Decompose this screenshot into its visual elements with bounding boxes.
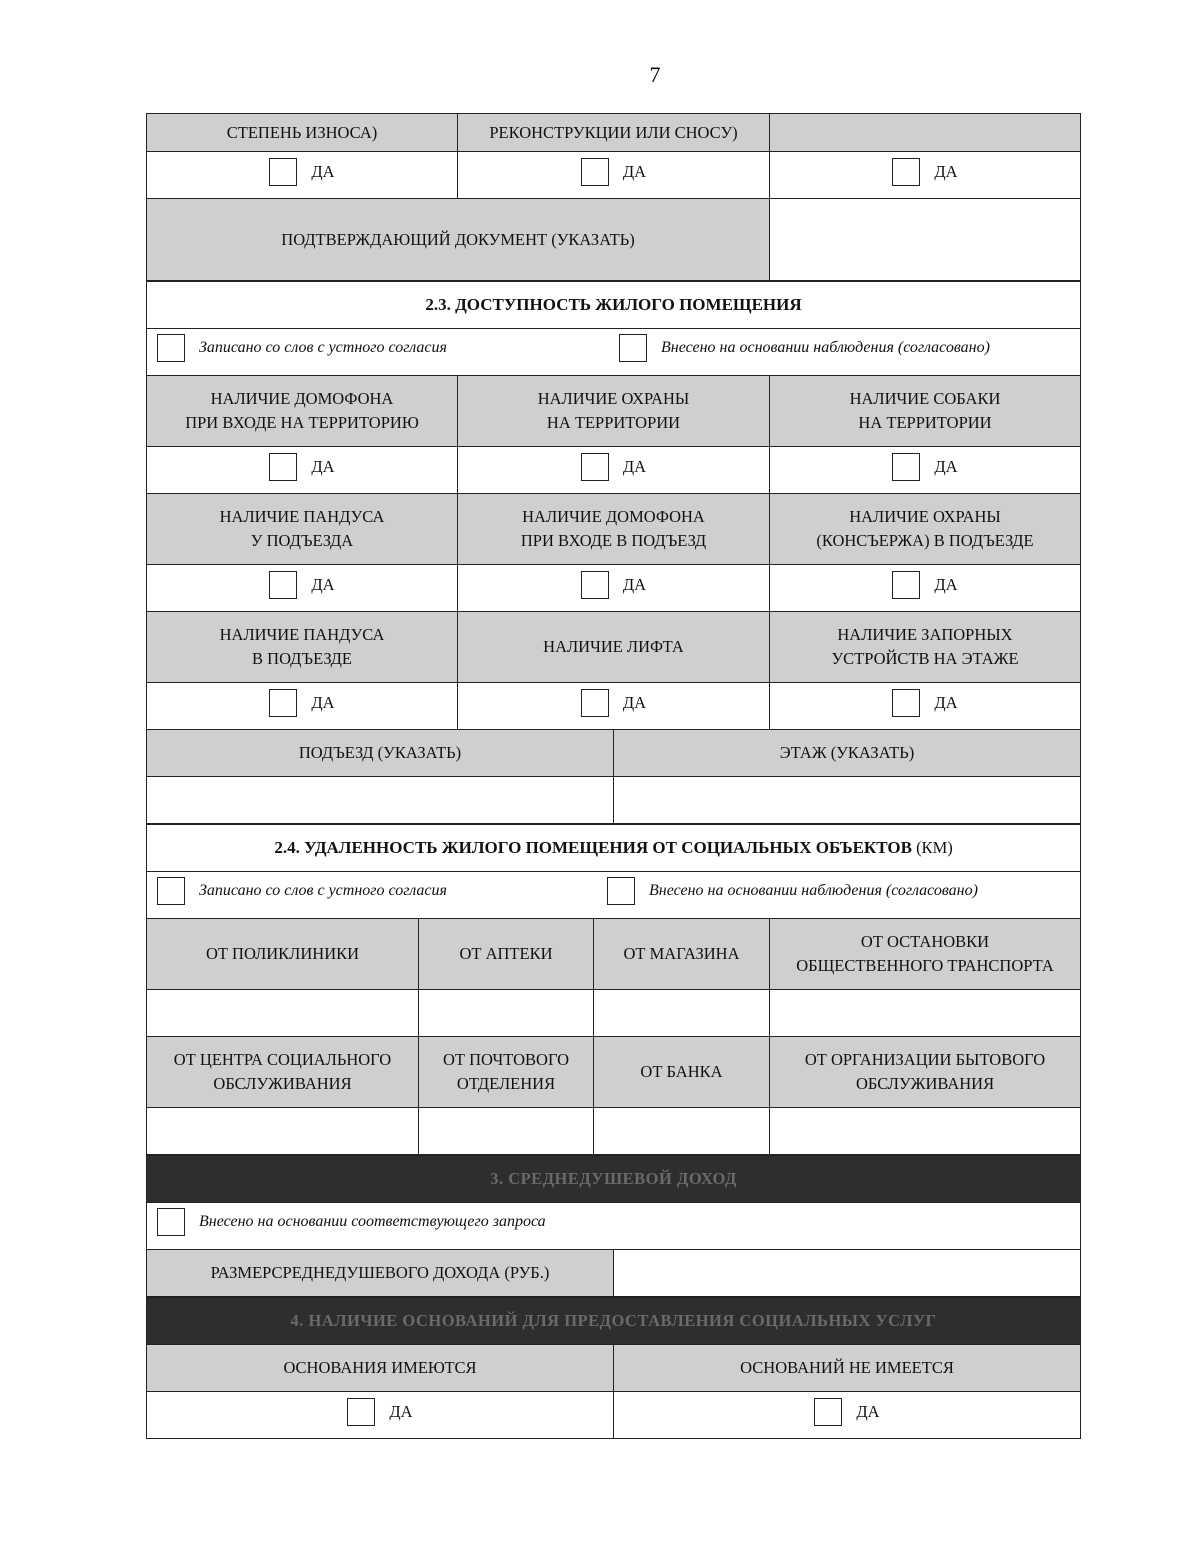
- checkbox-cell: [458, 683, 770, 730]
- header-intercom-territory: НАЛИЧИЕ ДОМОФОНА ПРИ ВХОДЕ НА ТЕРРИТОРИЮ: [147, 376, 458, 447]
- header-security-territory: НАЛИЧИЕ ОХРАНЫ НА ТЕРРИТОРИИ: [458, 376, 770, 447]
- query-label: Внесено на основании соответствующего запроса: [199, 1213, 546, 1230]
- income-label: РАЗМЕРСРЕДНЕДУШЕВОГО ДОХОДА (РУБ.): [147, 1250, 614, 1297]
- checkbox-cell: [147, 152, 458, 199]
- yes-label: ДА: [856, 1401, 880, 1421]
- grounds-exist-label: ОСНОВАНИЯ ИМЕЮТСЯ: [147, 1345, 614, 1392]
- checkbox-cell: [770, 447, 1081, 494]
- section-2-3-notes: [147, 329, 1081, 376]
- section-2-3-table: [146, 281, 1081, 824]
- observed-checkbox[interactable]: [607, 877, 635, 905]
- yes-label: ДА: [622, 692, 647, 712]
- grounds-absent-checkbox[interactable]: [814, 1398, 842, 1426]
- entrance-field[interactable]: [147, 777, 614, 824]
- header-dog-territory: НАЛИЧИЕ СОБАКИ НА ТЕРРИТОРИИ: [770, 376, 1081, 447]
- checkbox-cell: [770, 565, 1081, 612]
- header-from-bank: ОТ БАНКА: [594, 1037, 770, 1108]
- header-locking-devices: НАЛИЧИЕ ЗАПОРНЫХ УСТРОЙСТВ НА ЭТАЖЕ: [770, 612, 1081, 683]
- observed-label: Внесено на основании наблюдения (согласовано): [649, 882, 978, 899]
- floor-field[interactable]: [614, 777, 1081, 824]
- yes-label: ДА: [311, 161, 335, 181]
- header-from-social-center: ОТ ЦЕНТРА СОЦИАЛЬНОГО ОБСЛУЖИВАНИЯ: [147, 1037, 419, 1108]
- checkbox[interactable]: [581, 158, 609, 186]
- yes-label: ДА: [622, 574, 647, 594]
- header-ramp-inside: НАЛИЧИЕ ПАНДУСА В ПОДЪЕЗДЕ: [147, 612, 458, 683]
- checkbox[interactable]: [892, 453, 920, 481]
- header-from-pharmacy: ОТ АПТЕКИ: [419, 919, 594, 990]
- yes-label: ДА: [934, 456, 958, 476]
- distance-field-shop[interactable]: [594, 990, 770, 1037]
- checkbox-cell: [147, 683, 458, 730]
- yes-label: ДА: [622, 161, 647, 181]
- header-from-consumer-services: ОТ ОРГАНИЗАЦИИ БЫТОВОГО ОБСЛУЖИВАНИЯ: [770, 1037, 1081, 1108]
- checkbox[interactable]: [581, 689, 609, 717]
- checkbox-cell: [770, 152, 1081, 199]
- distance-field-pharmacy[interactable]: [419, 990, 594, 1037]
- header-from-post-office: ОТ ПОЧТОВОГО ОТДЕЛЕНИЯ: [419, 1037, 594, 1108]
- header-wear-degree: СТЕПЕНЬ ИЗНОСА): [147, 114, 458, 152]
- checkbox[interactable]: [892, 571, 920, 599]
- checkbox-cell: [147, 565, 458, 612]
- checkbox-cell: [458, 447, 770, 494]
- checkbox[interactable]: [269, 453, 297, 481]
- observed-label: Внесено на основании наблюдения (согласовано): [661, 339, 990, 356]
- oral-consent-checkbox[interactable]: [157, 877, 185, 905]
- checkbox[interactable]: [892, 158, 920, 186]
- confirming-document-field[interactable]: [770, 199, 1081, 281]
- checkbox[interactable]: [269, 158, 297, 186]
- observed-checkbox[interactable]: [619, 334, 647, 362]
- checkbox[interactable]: [581, 453, 609, 481]
- oral-consent-label: Записано со слов с устного согласия: [199, 339, 447, 356]
- section-2-4-title: 2.4. УДАЛЕННОСТЬ ЖИЛОГО ПОМЕЩЕНИЯ ОТ СОЦИАЛЬНЫХ ОБЪЕКТОВ (КМ): [147, 825, 1081, 872]
- distance-field-clinic[interactable]: [147, 990, 419, 1037]
- yes-label: ДА: [311, 574, 335, 594]
- distance-field-social-center[interactable]: [147, 1108, 419, 1155]
- distance-field-bus-stop[interactable]: [770, 990, 1081, 1037]
- floor-label: ЭТАЖ (УКАЗАТЬ): [614, 730, 1081, 777]
- header-concierge: НАЛИЧИЕ ОХРАНЫ (КОНСЪЕРЖА) В ПОДЪЕЗДЕ: [770, 494, 1081, 565]
- checkbox-cell: [770, 683, 1081, 730]
- header-reconstruction: РЕКОНСТРУКЦИИ ИЛИ СНОСУ): [458, 114, 770, 152]
- section-3-title: 3. СРЕДНЕДУШЕВОЙ ДОХОД: [147, 1156, 1081, 1203]
- yes-label: ДА: [622, 456, 647, 476]
- checkbox[interactable]: [269, 689, 297, 717]
- section-2-4-table: [146, 824, 1081, 1155]
- section-3-table: [146, 1155, 1081, 1297]
- section-3-note: [147, 1203, 1081, 1250]
- yes-label: ДА: [934, 574, 958, 594]
- section-4-table: [146, 1297, 1081, 1439]
- yes-label: ДА: [934, 161, 958, 181]
- query-checkbox[interactable]: [157, 1208, 185, 1236]
- yes-label: ДА: [311, 456, 335, 476]
- top-block-table: [146, 113, 1081, 281]
- oral-consent-label: Записано со слов с устного согласия: [199, 882, 447, 899]
- checkbox[interactable]: [581, 571, 609, 599]
- checkbox[interactable]: [269, 571, 297, 599]
- checkbox-cell: [147, 1392, 614, 1439]
- distance-field-consumer-services[interactable]: [770, 1108, 1081, 1155]
- section-2-3-title: 2.3. ДОСТУПНОСТЬ ЖИЛОГО ПОМЕЩЕНИЯ: [147, 282, 1081, 329]
- page-number: 7: [649, 62, 661, 87]
- income-field[interactable]: [614, 1250, 1081, 1297]
- section-2-4-unit: (КМ): [916, 838, 953, 857]
- section-4-title: 4. НАЛИЧИЕ ОСНОВАНИЙ ДЛЯ ПРЕДОСТАВЛЕНИЯ СОЦИАЛЬНЫХ УСЛУГ: [147, 1298, 1081, 1345]
- header-from-clinic: ОТ ПОЛИКЛИНИКИ: [147, 919, 419, 990]
- header-ramp-outside: НАЛИЧИЕ ПАНДУСА У ПОДЪЕЗДА: [147, 494, 458, 565]
- checkbox-cell: [614, 1392, 1081, 1439]
- checkbox[interactable]: [892, 689, 920, 717]
- header-intercom-entrance: НАЛИЧИЕ ДОМОФОНА ПРИ ВХОДЕ В ПОДЪЕЗД: [458, 494, 770, 565]
- section-2-4-notes: [147, 872, 1081, 919]
- yes-label: ДА: [389, 1401, 413, 1421]
- header-blank: [770, 114, 1081, 152]
- distance-field-post-office[interactable]: [419, 1108, 594, 1155]
- header-from-shop: ОТ МАГАЗИНА: [594, 919, 770, 990]
- yes-label: ДА: [311, 692, 335, 712]
- header-from-bus-stop: ОТ ОСТАНОВКИ ОБЩЕСТВЕННОГО ТРАНСПОРТА: [770, 919, 1081, 990]
- questionnaire-form: [146, 113, 1080, 1439]
- checkbox-cell: [458, 152, 770, 199]
- yes-label: ДА: [934, 692, 958, 712]
- confirming-document-label: ПОДТВЕРЖДАЮЩИЙ ДОКУМЕНТ (УКАЗАТЬ): [147, 199, 770, 281]
- checkbox-cell: [458, 565, 770, 612]
- distance-field-bank[interactable]: [594, 1108, 770, 1155]
- grounds-exist-checkbox[interactable]: [347, 1398, 375, 1426]
- checkbox-cell: [147, 447, 458, 494]
- header-elevator: НАЛИЧИЕ ЛИФТА: [458, 612, 770, 683]
- grounds-absent-label: ОСНОВАНИЙ НЕ ИМЕЕТСЯ: [614, 1345, 1081, 1392]
- entrance-label: ПОДЪЕЗД (УКАЗАТЬ): [147, 730, 614, 777]
- oral-consent-checkbox[interactable]: [157, 334, 185, 362]
